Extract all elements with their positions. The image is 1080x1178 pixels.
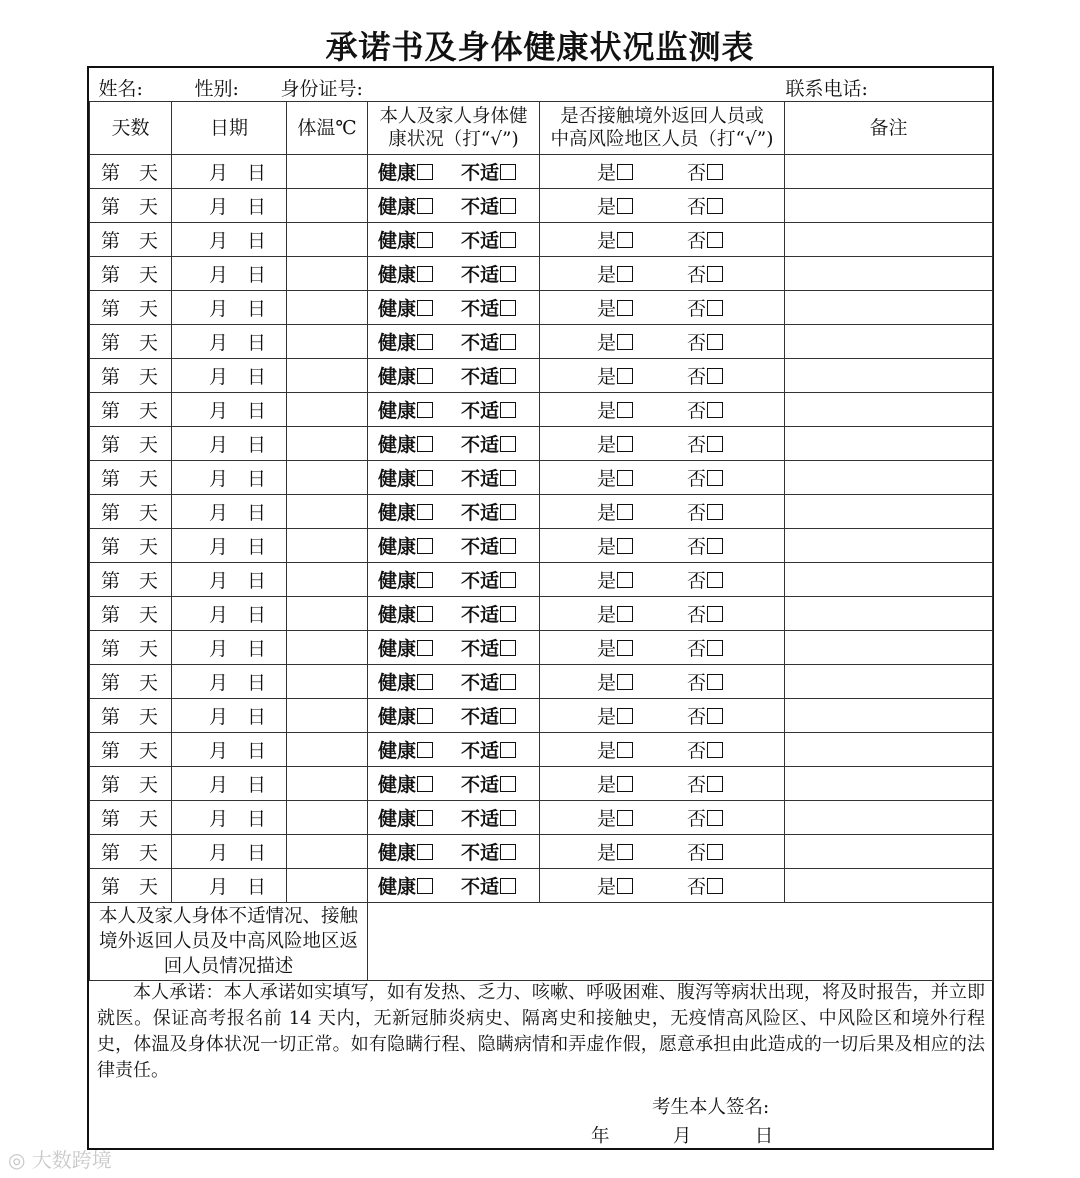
unwell-checkbox[interactable] (500, 436, 516, 452)
table-row (90, 155, 993, 189)
no-checkbox[interactable] (707, 402, 723, 418)
table-row (90, 359, 993, 393)
temperature-cell[interactable] (287, 189, 368, 223)
day-cell: 第 天 (90, 223, 172, 257)
health-cell: 健康 不适 (368, 767, 540, 801)
unwell-checkbox[interactable] (500, 674, 516, 690)
yes-checkbox[interactable] (617, 402, 633, 418)
remarks-cell[interactable] (785, 461, 993, 495)
personal-info-row (90, 68, 993, 102)
yes-checkbox[interactable] (617, 470, 633, 486)
situation-row (90, 903, 993, 981)
contact-cell: 是 否 (540, 801, 785, 835)
temperature-cell[interactable] (287, 597, 368, 631)
id-number-label: 身份证号: (280, 78, 363, 100)
date-cell: 月 日 (172, 563, 287, 597)
remarks-cell[interactable] (785, 495, 993, 529)
health-cell: 健康 不适 (368, 699, 540, 733)
remarks-cell[interactable] (785, 359, 993, 393)
healthy-checkbox[interactable] (417, 538, 433, 554)
no-checkbox[interactable] (707, 164, 723, 180)
remarks-cell[interactable] (785, 223, 993, 257)
remarks-cell[interactable] (785, 665, 993, 699)
day-cell: 第 天 (90, 427, 172, 461)
temperature-cell[interactable] (287, 733, 368, 767)
watermark: ◎ 大数跨境 (8, 1148, 112, 1172)
table-row (90, 495, 993, 529)
day-cell: 第 天 (90, 359, 172, 393)
contact-cell: 是 否 (540, 393, 785, 427)
day-cell: 第 天 (90, 291, 172, 325)
day-cell: 第 天 (90, 563, 172, 597)
healthy-checkbox[interactable] (417, 436, 433, 452)
table-row (90, 631, 993, 665)
health-cell: 健康 不适 (368, 427, 540, 461)
day-cell: 第 天 (90, 189, 172, 223)
day-cell: 第 天 (90, 529, 172, 563)
signature-date (591, 1122, 773, 1148)
no-checkbox[interactable] (707, 470, 723, 486)
yes-checkbox[interactable] (617, 334, 633, 350)
name-label: 姓名: (98, 78, 143, 100)
date-cell: 月 日 (172, 189, 287, 223)
header-remarks: 备注 (785, 102, 993, 155)
health-cell: 健康 不适 (368, 393, 540, 427)
healthy-checkbox[interactable] (417, 334, 433, 350)
day-cell: 第 天 (90, 325, 172, 359)
no-checkbox[interactable] (707, 878, 723, 894)
remarks-cell[interactable] (785, 393, 993, 427)
contact-cell: 是 否 (540, 665, 785, 699)
remarks-cell[interactable] (785, 427, 993, 461)
temperature-cell[interactable] (287, 325, 368, 359)
remarks-cell[interactable] (785, 529, 993, 563)
temperature-cell[interactable] (287, 291, 368, 325)
yes-checkbox[interactable] (617, 300, 633, 316)
no-checkbox[interactable] (707, 436, 723, 452)
healthy-checkbox[interactable] (417, 300, 433, 316)
contact-cell: 是 否 (540, 597, 785, 631)
remarks-cell[interactable] (785, 155, 993, 189)
temperature-cell[interactable] (287, 869, 368, 903)
temperature-cell[interactable] (287, 223, 368, 257)
health-cell: 健康 不适 (368, 325, 540, 359)
no-checkbox[interactable] (707, 300, 723, 316)
health-cell: 健康 不适 (368, 223, 540, 257)
remarks-cell[interactable] (785, 563, 993, 597)
temperature-cell[interactable] (287, 835, 368, 869)
health-cell: 健康 不适 (368, 665, 540, 699)
temperature-cell[interactable] (287, 665, 368, 699)
unwell-checkbox[interactable] (500, 164, 516, 180)
unwell-checkbox[interactable] (500, 198, 516, 214)
healthy-checkbox[interactable] (417, 776, 433, 792)
date-cell: 月 日 (172, 767, 287, 801)
table-row (90, 461, 993, 495)
healthy-checkbox[interactable] (417, 198, 433, 214)
table-row (90, 835, 993, 869)
date-cell: 月 日 (172, 495, 287, 529)
table-row (90, 529, 993, 563)
table-row (90, 665, 993, 699)
temperature-cell[interactable] (287, 427, 368, 461)
day-cell: 第 天 (90, 597, 172, 631)
table-row (90, 189, 993, 223)
day-cell: 第 天 (90, 699, 172, 733)
yes-checkbox[interactable] (617, 674, 633, 690)
no-checkbox[interactable] (707, 504, 723, 520)
date-cell: 月 日 (172, 699, 287, 733)
temperature-cell[interactable] (287, 155, 368, 189)
healthy-checkbox[interactable] (417, 742, 433, 758)
yes-checkbox[interactable] (617, 742, 633, 758)
temperature-cell[interactable] (287, 529, 368, 563)
table-row (90, 427, 993, 461)
health-cell: 健康 不适 (368, 631, 540, 665)
day-label: 日 (754, 1126, 774, 1147)
day-cell: 第 天 (90, 495, 172, 529)
healthy-checkbox[interactable] (417, 674, 433, 690)
contact-cell: 是 否 (540, 529, 785, 563)
unwell-checkbox[interactable] (500, 402, 516, 418)
health-cell: 健康 不适 (368, 733, 540, 767)
day-cell: 第 天 (90, 767, 172, 801)
date-cell: 月 日 (172, 869, 287, 903)
health-cell: 健康 不适 (368, 495, 540, 529)
contact-cell: 是 否 (540, 733, 785, 767)
yes-checkbox[interactable] (617, 640, 633, 656)
day-cell: 第 天 (90, 801, 172, 835)
no-checkbox[interactable] (707, 266, 723, 282)
table-row (90, 699, 993, 733)
unwell-checkbox[interactable] (500, 538, 516, 554)
healthy-checkbox[interactable] (417, 572, 433, 588)
no-checkbox[interactable] (707, 708, 723, 724)
health-cell: 健康 不适 (368, 461, 540, 495)
date-cell: 月 日 (172, 257, 287, 291)
day-cell: 第 天 (90, 631, 172, 665)
month-label: 月 (672, 1126, 692, 1147)
yes-checkbox[interactable] (617, 266, 633, 282)
yes-checkbox[interactable] (617, 606, 633, 622)
temperature-cell[interactable] (287, 495, 368, 529)
temperature-cell[interactable] (287, 257, 368, 291)
healthy-checkbox[interactable] (417, 504, 433, 520)
no-checkbox[interactable] (707, 776, 723, 792)
contact-cell: 是 否 (540, 835, 785, 869)
unwell-checkbox[interactable] (500, 266, 516, 282)
yes-checkbox[interactable] (617, 232, 633, 248)
unwell-checkbox[interactable] (500, 368, 516, 384)
date-cell: 月 日 (172, 359, 287, 393)
remarks-cell[interactable] (785, 767, 993, 801)
health-cell: 健康 不适 (368, 835, 540, 869)
contact-cell: 是 否 (540, 325, 785, 359)
header-days: 天数 (90, 102, 172, 155)
unwell-checkbox[interactable] (500, 776, 516, 792)
healthy-checkbox[interactable] (417, 708, 433, 724)
yes-checkbox[interactable] (617, 844, 633, 860)
yes-checkbox[interactable] (617, 878, 633, 894)
temperature-cell[interactable] (287, 359, 368, 393)
health-cell: 健康 不适 (368, 291, 540, 325)
healthy-checkbox[interactable] (417, 878, 433, 894)
table-row (90, 257, 993, 291)
health-cell: 健康 不适 (368, 257, 540, 291)
gender-label: 性别: (194, 78, 239, 100)
yes-checkbox[interactable] (617, 368, 633, 384)
no-checkbox[interactable] (707, 232, 723, 248)
header-temperature: 体温℃ (287, 102, 368, 155)
yes-checkbox[interactable] (617, 504, 633, 520)
table-row (90, 733, 993, 767)
date-cell: 月 日 (172, 155, 287, 189)
date-cell: 月 日 (172, 325, 287, 359)
health-cell: 健康 不适 (368, 563, 540, 597)
header-date: 日期 (172, 102, 287, 155)
date-cell: 月 日 (172, 801, 287, 835)
health-cell: 健康 不适 (368, 597, 540, 631)
temperature-cell[interactable] (287, 631, 368, 665)
health-cell: 健康 不适 (368, 189, 540, 223)
contact-cell: 是 否 (540, 461, 785, 495)
date-cell: 月 日 (172, 291, 287, 325)
temperature-cell[interactable] (287, 461, 368, 495)
unwell-checkbox[interactable] (500, 878, 516, 894)
situation-input[interactable] (368, 903, 993, 981)
date-cell: 月 日 (172, 597, 287, 631)
health-cell: 健康 不适 (368, 529, 540, 563)
day-cell: 第 天 (90, 869, 172, 903)
no-checkbox[interactable] (707, 368, 723, 384)
no-checkbox[interactable] (707, 572, 723, 588)
date-cell: 月 日 (172, 733, 287, 767)
table-header (90, 102, 993, 155)
unwell-checkbox[interactable] (500, 708, 516, 724)
remarks-cell[interactable] (785, 291, 993, 325)
day-cell: 第 天 (90, 461, 172, 495)
unwell-checkbox[interactable] (500, 300, 516, 316)
table-row (90, 325, 993, 359)
remarks-cell[interactable] (785, 733, 993, 767)
day-cell: 第 天 (90, 665, 172, 699)
date-cell: 月 日 (172, 835, 287, 869)
temperature-cell[interactable] (287, 563, 368, 597)
health-cell: 健康 不适 (368, 155, 540, 189)
table-row (90, 801, 993, 835)
remarks-cell[interactable] (785, 699, 993, 733)
no-checkbox[interactable] (707, 640, 723, 656)
contact-cell: 是 否 (540, 291, 785, 325)
yes-checkbox[interactable] (617, 436, 633, 452)
table-row (90, 291, 993, 325)
day-cell: 第 天 (90, 155, 172, 189)
unwell-checkbox[interactable] (500, 572, 516, 588)
day-cell: 第 天 (90, 733, 172, 767)
remarks-cell[interactable] (785, 597, 993, 631)
healthy-checkbox[interactable] (417, 470, 433, 486)
unwell-checkbox[interactable] (500, 232, 516, 248)
header-contact-status: 是否接触境外返回人员或 中高风险地区人员（打“√”) (540, 102, 785, 155)
contact-cell: 是 否 (540, 767, 785, 801)
contact-cell: 是 否 (540, 427, 785, 461)
date-cell: 月 日 (172, 529, 287, 563)
table-row (90, 223, 993, 257)
remarks-cell[interactable] (785, 189, 993, 223)
day-cell: 第 天 (90, 835, 172, 869)
day-cell: 第 天 (90, 257, 172, 291)
situation-label: 本人及家人身体不适情况、接触境外返回人员及中高风险地区返回人员情况描述 (90, 903, 368, 981)
date-cell: 月 日 (172, 461, 287, 495)
date-cell: 月 日 (172, 665, 287, 699)
contact-cell: 是 否 (540, 223, 785, 257)
healthy-checkbox[interactable] (417, 368, 433, 384)
no-checkbox[interactable] (707, 606, 723, 622)
unwell-checkbox[interactable] (500, 844, 516, 860)
date-cell: 月 日 (172, 223, 287, 257)
healthy-checkbox[interactable] (417, 810, 433, 826)
healthy-checkbox[interactable] (417, 402, 433, 418)
health-cell: 健康 不适 (368, 869, 540, 903)
remarks-cell[interactable] (785, 835, 993, 869)
table-row (90, 767, 993, 801)
remarks-cell[interactable] (785, 631, 993, 665)
healthy-checkbox[interactable] (417, 164, 433, 180)
yes-checkbox[interactable] (617, 572, 633, 588)
unwell-checkbox[interactable] (500, 810, 516, 826)
table-row (90, 597, 993, 631)
no-checkbox[interactable] (707, 674, 723, 690)
no-checkbox[interactable] (707, 198, 723, 214)
unwell-checkbox[interactable] (500, 334, 516, 350)
date-cell: 月 日 (172, 393, 287, 427)
no-checkbox[interactable] (707, 538, 723, 554)
remarks-cell[interactable] (785, 257, 993, 291)
unwell-checkbox[interactable] (500, 640, 516, 656)
remarks-cell[interactable] (785, 325, 993, 359)
unwell-checkbox[interactable] (500, 470, 516, 486)
table-row (90, 393, 993, 427)
health-cell: 健康 不适 (368, 359, 540, 393)
contact-cell: 是 否 (540, 631, 785, 665)
phone-label: 联系电话: (785, 78, 868, 100)
no-checkbox[interactable] (707, 742, 723, 758)
yes-checkbox[interactable] (617, 776, 633, 792)
no-checkbox[interactable] (707, 844, 723, 860)
temperature-cell[interactable] (287, 699, 368, 733)
remarks-cell[interactable] (785, 869, 993, 903)
yes-checkbox[interactable] (617, 810, 633, 826)
date-cell: 月 日 (172, 427, 287, 461)
yes-checkbox[interactable] (617, 164, 633, 180)
table-row (90, 563, 993, 597)
monitoring-form (87, 66, 994, 1150)
unwell-checkbox[interactable] (500, 504, 516, 520)
date-cell: 月 日 (172, 631, 287, 665)
unwell-checkbox[interactable] (500, 742, 516, 758)
no-checkbox[interactable] (707, 810, 723, 826)
healthy-checkbox[interactable] (417, 606, 433, 622)
healthy-checkbox[interactable] (417, 266, 433, 282)
contact-cell: 是 否 (540, 699, 785, 733)
unwell-checkbox[interactable] (500, 606, 516, 622)
contact-cell: 是 否 (540, 155, 785, 189)
monitoring-table (89, 68, 993, 981)
healthy-checkbox[interactable] (417, 640, 433, 656)
no-checkbox[interactable] (707, 334, 723, 350)
remarks-cell[interactable] (785, 801, 993, 835)
contact-cell: 是 否 (540, 189, 785, 223)
contact-cell: 是 否 (540, 359, 785, 393)
healthy-checkbox[interactable] (417, 232, 433, 248)
signature-label: 考生本人签名: (652, 1097, 770, 1118)
contact-cell: 是 否 (540, 563, 785, 597)
contact-cell: 是 否 (540, 257, 785, 291)
temperature-cell[interactable] (287, 393, 368, 427)
temperature-cell[interactable] (287, 767, 368, 801)
yes-checkbox[interactable] (617, 198, 633, 214)
table-row (90, 869, 993, 903)
yes-checkbox[interactable] (617, 538, 633, 554)
day-cell: 第 天 (90, 393, 172, 427)
header-health-status: 本人及家人身体健 康状况（打“√”) (368, 102, 540, 155)
contact-cell: 是 否 (540, 869, 785, 903)
health-cell: 健康 不适 (368, 801, 540, 835)
year-label: 年 (591, 1126, 610, 1147)
yes-checkbox[interactable] (617, 708, 633, 724)
contact-cell: 是 否 (540, 495, 785, 529)
page-title: 承诺书及身体健康状况监测表 (325, 28, 755, 66)
healthy-checkbox[interactable] (417, 844, 433, 860)
temperature-cell[interactable] (287, 801, 368, 835)
pledge-text: 本人承诺：本人承诺如实填写，如有发热、乏力、咳嗽、呼吸困难、腹泻等病状出现，将及时报告，并立即就医。保证高考报名前 14 天内，无新冠肺炎病史、隔离史和接触史，无疫情高风险区、中风险区和境外行程史，体温及身体状况一切正常。如有隐瞒行程、隐瞒病情和弄虚作假，愿意承担由此造成的一切后果及相应的法律责任。 (97, 982, 985, 1081)
